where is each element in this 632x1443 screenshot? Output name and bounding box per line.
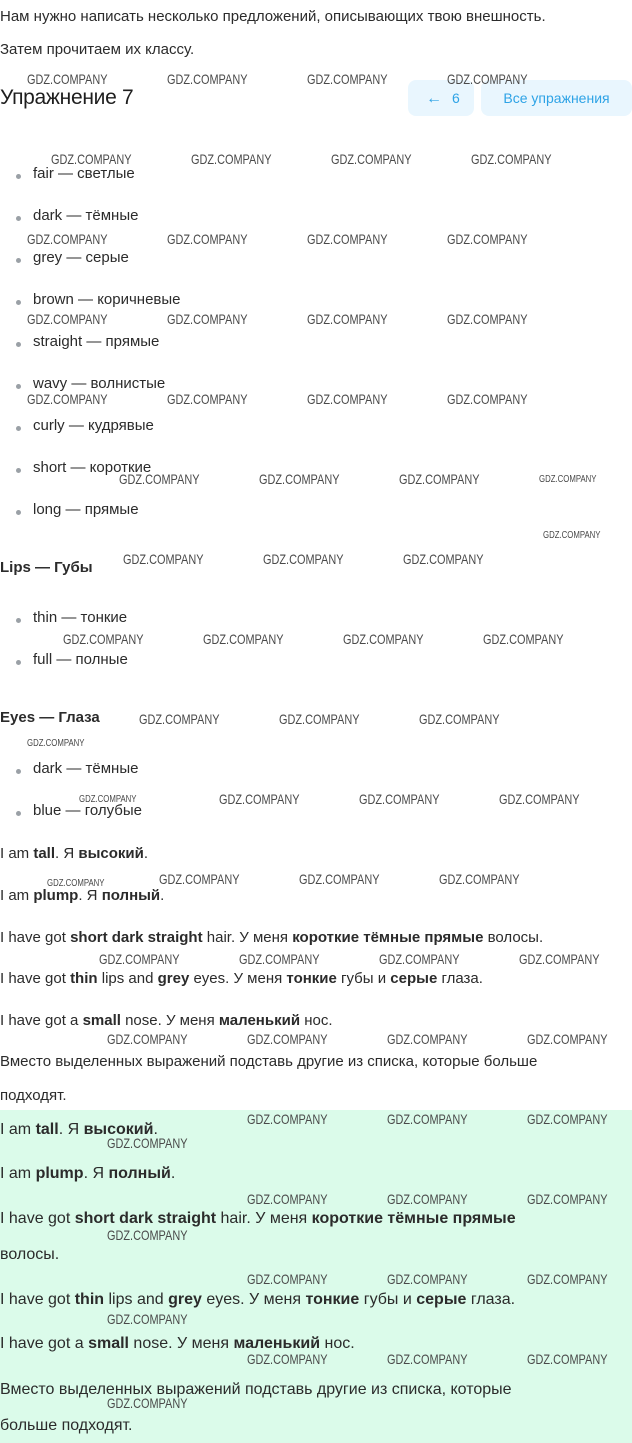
list-item: short — короткие [33, 459, 152, 476]
watermark: GDZ.COMPANY [543, 530, 601, 541]
watermark: GDZ.COMPANY [63, 631, 144, 647]
watermark: GDZ.COMPANY [27, 231, 108, 247]
list-item: blue — голубые [33, 802, 142, 819]
watermark: GDZ.COMPANY [119, 471, 200, 487]
list-item: straight — прямые [33, 333, 160, 350]
watermark: GDZ.COMPANY [419, 711, 500, 727]
sentence-5: I have got a small nose. У меня маленький нос. [0, 1012, 333, 1029]
bullet [16, 216, 21, 221]
answer-sentence-3: I have got short dark straight hair. У меня короткие тёмные прямые [0, 1210, 516, 1227]
watermark: GDZ.COMPANY [307, 311, 388, 327]
watermark: GDZ.COMPANY [387, 1191, 468, 1207]
sentence-3: I have got short dark straight hair. У меня короткие тёмные прямые волосы. [0, 929, 544, 946]
watermark: GDZ.COMPANY [379, 951, 460, 967]
watermark: GDZ.COMPANY [399, 471, 480, 487]
bullet [16, 342, 21, 347]
bullet [16, 426, 21, 431]
watermark: GDZ.COMPANY [471, 151, 552, 167]
all-exercises-button[interactable]: Все упражнения [481, 80, 632, 116]
answer-sentence-2: I am plump. Я полный. [0, 1165, 176, 1182]
watermark: GDZ.COMPANY [123, 551, 204, 567]
watermark: GDZ.COMPANY [247, 1191, 328, 1207]
watermark: GDZ.COMPANY [239, 951, 320, 967]
list-item: grey — серые [33, 249, 129, 266]
watermark: GDZ.COMPANY [483, 631, 564, 647]
watermark: GDZ.COMPANY [343, 631, 424, 647]
watermark: GDZ.COMPANY [527, 1351, 608, 1367]
watermark: GDZ.COMPANY [263, 551, 344, 567]
list-item: dark — тёмные [33, 207, 139, 224]
watermark: GDZ.COMPANY [331, 151, 412, 167]
watermark: GDZ.COMPANY [499, 791, 580, 807]
bullet [16, 660, 21, 665]
arrow-left-icon: ← [426, 90, 442, 107]
bullet [16, 769, 21, 774]
watermark: GDZ.COMPANY [307, 231, 388, 247]
watermark: GDZ.COMPANY [307, 391, 388, 407]
watermark: GDZ.COMPANY [203, 631, 284, 647]
watermark: GDZ.COMPANY [447, 71, 528, 87]
lips-heading: Lips — Губы [0, 559, 93, 576]
watermark: GDZ.COMPANY [299, 871, 380, 887]
bullet [16, 811, 21, 816]
watermark: GDZ.COMPANY [447, 391, 528, 407]
answer-task-line-1: Вместо выделенных выражений подставь другие из списка, которые [0, 1381, 512, 1398]
list-item: thin — тонкие [33, 609, 128, 626]
watermark: GDZ.COMPANY [159, 871, 240, 887]
watermark: GDZ.COMPANY [439, 871, 520, 887]
intro-line-1: Нам нужно написать несколько предложений, описывающих твою внешность. [0, 8, 546, 25]
answer-task-line-2: больше подходят. [0, 1417, 133, 1434]
bullet [16, 618, 21, 623]
watermark: GDZ.COMPANY [79, 794, 137, 805]
watermark: GDZ.COMPANY [247, 1111, 328, 1127]
sentence-2: I am plump. Я полный. [0, 887, 165, 904]
watermark: GDZ.COMPANY [51, 151, 132, 167]
watermark: GDZ.COMPANY [27, 71, 108, 87]
watermark: GDZ.COMPANY [519, 951, 600, 967]
list-item: fair — светлые [33, 165, 135, 182]
watermark: GDZ.COMPANY [107, 1135, 188, 1151]
answer-sentence-3-cont: волосы. [0, 1246, 60, 1263]
watermark: GDZ.COMPANY [27, 738, 85, 749]
intro-line-2: Затем прочитаем их классу. [0, 41, 195, 58]
watermark: GDZ.COMPANY [27, 391, 108, 407]
watermark: GDZ.COMPANY [139, 711, 220, 727]
watermark: GDZ.COMPANY [167, 231, 248, 247]
watermark: GDZ.COMPANY [247, 1271, 328, 1287]
watermark: GDZ.COMPANY [539, 474, 597, 485]
watermark: GDZ.COMPANY [359, 791, 440, 807]
watermark: GDZ.COMPANY [27, 311, 108, 327]
sentence-1: I am tall. Я высокий. [0, 845, 149, 862]
bullet [16, 258, 21, 263]
watermark: GDZ.COMPANY [47, 878, 105, 889]
watermark: GDZ.COMPANY [447, 311, 528, 327]
watermark: GDZ.COMPANY [387, 1031, 468, 1047]
watermark: GDZ.COMPANY [247, 1031, 328, 1047]
watermark: GDZ.COMPANY [387, 1351, 468, 1367]
watermark: GDZ.COMPANY [279, 711, 360, 727]
bullet [16, 174, 21, 179]
watermark: GDZ.COMPANY [167, 71, 248, 87]
list-item: curly — кудрявые [33, 417, 154, 434]
watermark: GDZ.COMPANY [107, 1395, 188, 1411]
watermark: GDZ.COMPANY [107, 1031, 188, 1047]
task-line-2: подходят. [0, 1087, 67, 1104]
watermark: GDZ.COMPANY [403, 551, 484, 567]
bullet [16, 384, 21, 389]
answer-sentence-4: I have got thin lips and grey eyes. У меня тонкие губы и серые глаза. [0, 1291, 516, 1308]
watermark: GDZ.COMPANY [107, 1227, 188, 1243]
watermark: GDZ.COMPANY [247, 1351, 328, 1367]
watermark: GDZ.COMPANY [527, 1271, 608, 1287]
list-item: long — прямые [33, 501, 139, 518]
answer-sentence-1: I am tall. Я высокий. [0, 1121, 158, 1138]
watermark: GDZ.COMPANY [527, 1191, 608, 1207]
watermark: GDZ.COMPANY [191, 151, 272, 167]
watermark: GDZ.COMPANY [527, 1031, 608, 1047]
bullet [16, 300, 21, 305]
task-line-1: Вместо выделенных выражений подставь другие из списка, которые больше [0, 1053, 538, 1070]
eyes-heading: Eyes — Глаза [0, 709, 100, 726]
bullet [16, 468, 21, 473]
watermark: GDZ.COMPANY [219, 791, 300, 807]
watermark: GDZ.COMPANY [259, 471, 340, 487]
watermark: GDZ.COMPANY [527, 1111, 608, 1127]
watermark: GDZ.COMPANY [107, 1311, 188, 1327]
watermark: GDZ.COMPANY [447, 231, 528, 247]
page-title: Упражнение 7 [0, 86, 134, 109]
watermark: GDZ.COMPANY [167, 391, 248, 407]
list-item: full — полные [33, 651, 128, 668]
bullet [16, 510, 21, 515]
watermark: GDZ.COMPANY [387, 1271, 468, 1287]
prev-exercise-label: 6 [452, 90, 460, 106]
list-item: wavy — волнистые [33, 375, 166, 392]
watermark: GDZ.COMPANY [167, 311, 248, 327]
list-item: brown — коричневые [33, 291, 181, 308]
answer-sentence-5: I have got a small nose. У меня маленький нос. [0, 1335, 355, 1352]
sentence-4: I have got thin lips and grey eyes. У меня тонкие губы и серые глаза. [0, 970, 483, 987]
watermark: GDZ.COMPANY [387, 1111, 468, 1127]
list-item: dark — тёмные [33, 760, 139, 777]
watermark: GDZ.COMPANY [307, 71, 388, 87]
watermark: GDZ.COMPANY [99, 951, 180, 967]
